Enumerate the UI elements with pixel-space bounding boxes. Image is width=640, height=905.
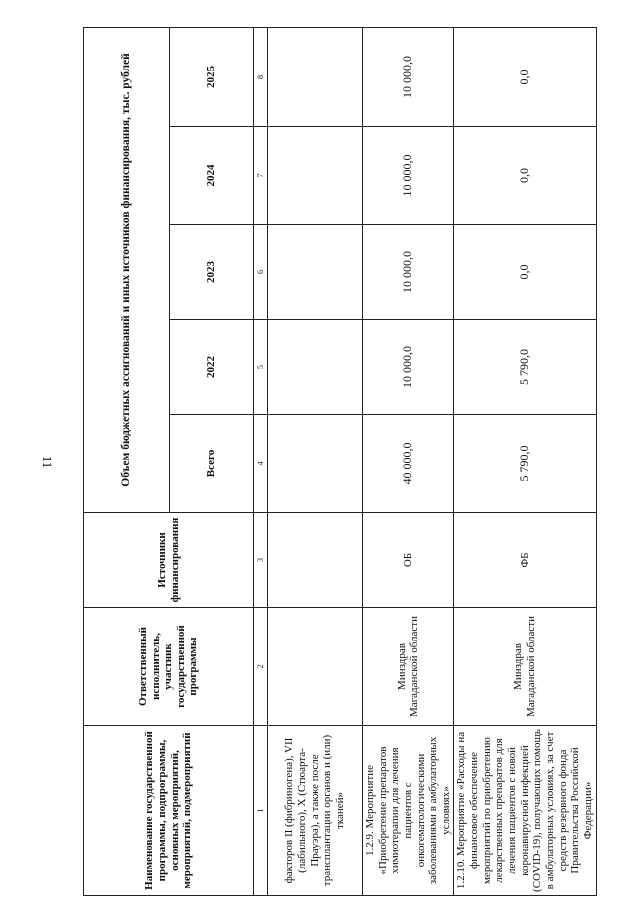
header-year-2025: 2025: [170, 27, 254, 126]
header-responsible: Ответственный исполнитель, участник государственной программы: [84, 608, 254, 726]
row-2022: 5 790,0: [454, 320, 596, 415]
column-number-row: [254, 27, 268, 895]
rotated-table-container: [83, 28, 594, 896]
column-number: 7: [254, 127, 268, 225]
financing-table: [83, 27, 597, 896]
table-row: [268, 27, 363, 895]
row-2025: 10 000,0: [363, 27, 454, 126]
row-source: ОБ: [363, 513, 454, 608]
row-name: 1.2.9. Мероприятие «Приобретение препаратов химиотерапии для лечения пациентов с онкогематологическими заболеваниями в амбулаторных условиях»: [363, 726, 454, 896]
row-source: ФБ: [454, 513, 596, 608]
row-2023: 10 000,0: [363, 225, 454, 320]
row-name: 1.2.10. Мероприятие «Расходы на финансовое обеспечение мероприятий по приобретению лекарственных препаратов для лечения пациентов с новой коронавирусной инфекцией (COVID-19), получающих помощь в амбулаторных условиях, за счет средств резервного фонда Правительства Российской Федерации»: [454, 726, 596, 896]
row-total: 5 790,0: [454, 415, 596, 513]
header-volume: Объем бюджетных ассигнований и иных источников финансирования, тыс. рублей: [84, 27, 170, 512]
header-sources: Источники финансирования: [84, 513, 254, 608]
header-year-2023: 2023: [170, 225, 254, 320]
row-2024: [268, 127, 363, 225]
header-year-2022: 2022: [170, 320, 254, 415]
header-name: Наименование государственной программы, подпрограммы, основных мероприятий, мероприятий, подмероприятий: [84, 726, 254, 896]
row-responsible: [268, 608, 363, 726]
column-number: 3: [254, 513, 268, 608]
row-total: [268, 415, 363, 513]
row-2023: 0,0: [454, 225, 596, 320]
header-total: Всего: [170, 415, 254, 513]
header-year-2024: 2024: [170, 127, 254, 225]
table-row: [454, 27, 596, 895]
column-number: 1: [254, 726, 268, 896]
page-number: 11: [40, 455, 55, 469]
column-number: 8: [254, 27, 268, 126]
row-2023: [268, 225, 363, 320]
table-row: [363, 27, 454, 895]
row-total: 40 000,0: [363, 415, 454, 513]
row-source: [268, 513, 363, 608]
row-name: факторов II (фибриногена), VII (лабильного), X (Стюарта-Прауэра), а также после трансплантации органов и (или) тканей»: [268, 726, 363, 896]
row-2025: 0,0: [454, 27, 596, 126]
column-number: 5: [254, 320, 268, 415]
row-2024: 10 000,0: [363, 127, 454, 225]
column-number: 6: [254, 225, 268, 320]
column-number: 2: [254, 608, 268, 726]
row-responsible: Минздрав Магаданской области: [454, 608, 596, 726]
row-2025: [268, 27, 363, 126]
row-2022: [268, 320, 363, 415]
column-number: 4: [254, 415, 268, 513]
row-2022: 10 000,0: [363, 320, 454, 415]
row-2024: 0,0: [454, 127, 596, 225]
row-responsible: Минздрав Магаданской области: [363, 608, 454, 726]
